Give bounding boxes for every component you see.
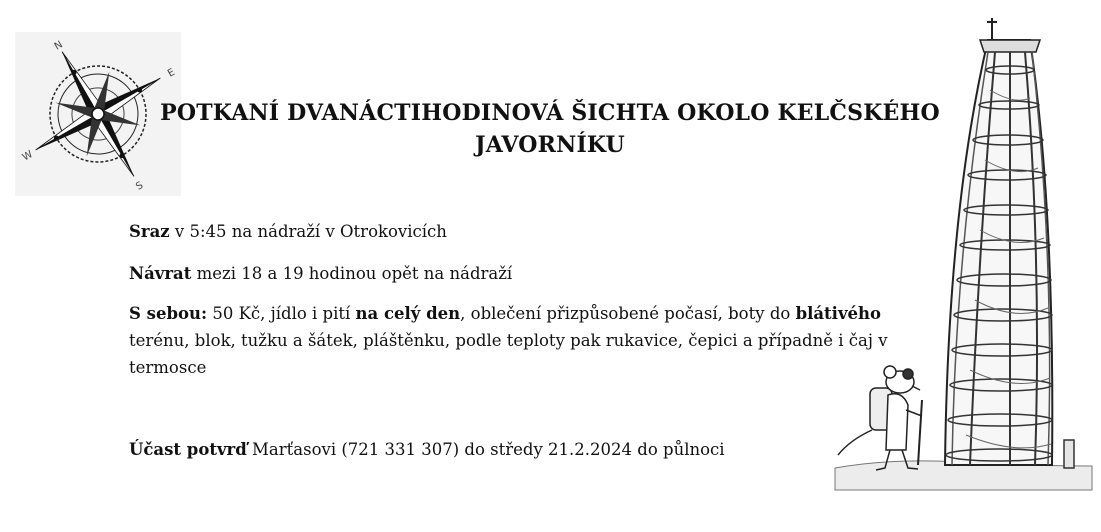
confirmation-info xyxy=(129,436,725,463)
confirmation-text: Marťasovi (721 331 307) do středy 21.2.2024 do půlnoci xyxy=(246,440,725,459)
confirmation-label: Účast potvrď xyxy=(129,440,247,459)
packing-text-1: 50 Kč, jídlo i pití xyxy=(207,304,356,323)
title-line-1: POTKANÍ DVANÁCTIHODINOVÁ ŠICHTA OKOLO KELČSKÉHO xyxy=(160,100,940,126)
return-label: Návrat xyxy=(129,264,192,283)
packing-label: S sebou: xyxy=(129,304,208,323)
packing-text-3: terénu, blok, tužku a šátek, pláštěnku, podle teploty pak rukavice, čepici a případně i čaj v termosce xyxy=(129,331,888,377)
compass-letter-s: S xyxy=(134,179,146,193)
packing-text-2: , oblečení přizpůsobené počasí, boty do xyxy=(460,304,796,323)
compass-letter-w: W xyxy=(20,149,35,164)
meeting-label: Sraz xyxy=(129,222,170,241)
return-text: mezi 18 a 19 hodinou opět na nádraží xyxy=(191,264,513,283)
meeting-text: v 5:45 na nádraží v Otrokovicích xyxy=(169,222,447,241)
compass-letter-e: E xyxy=(166,66,177,80)
packing-info xyxy=(129,300,919,381)
packing-bold-2: blátivého xyxy=(795,304,882,323)
return-info xyxy=(129,260,512,287)
tower-illustration xyxy=(830,10,1095,500)
compass-letter-n: N xyxy=(52,39,65,53)
lookout-tower-with-rat-hiker-icon xyxy=(830,10,1095,500)
packing-bold-1: na celý den xyxy=(355,304,461,323)
title-line-2: JAVORNÍKU xyxy=(475,132,625,158)
meeting-info xyxy=(129,218,447,245)
